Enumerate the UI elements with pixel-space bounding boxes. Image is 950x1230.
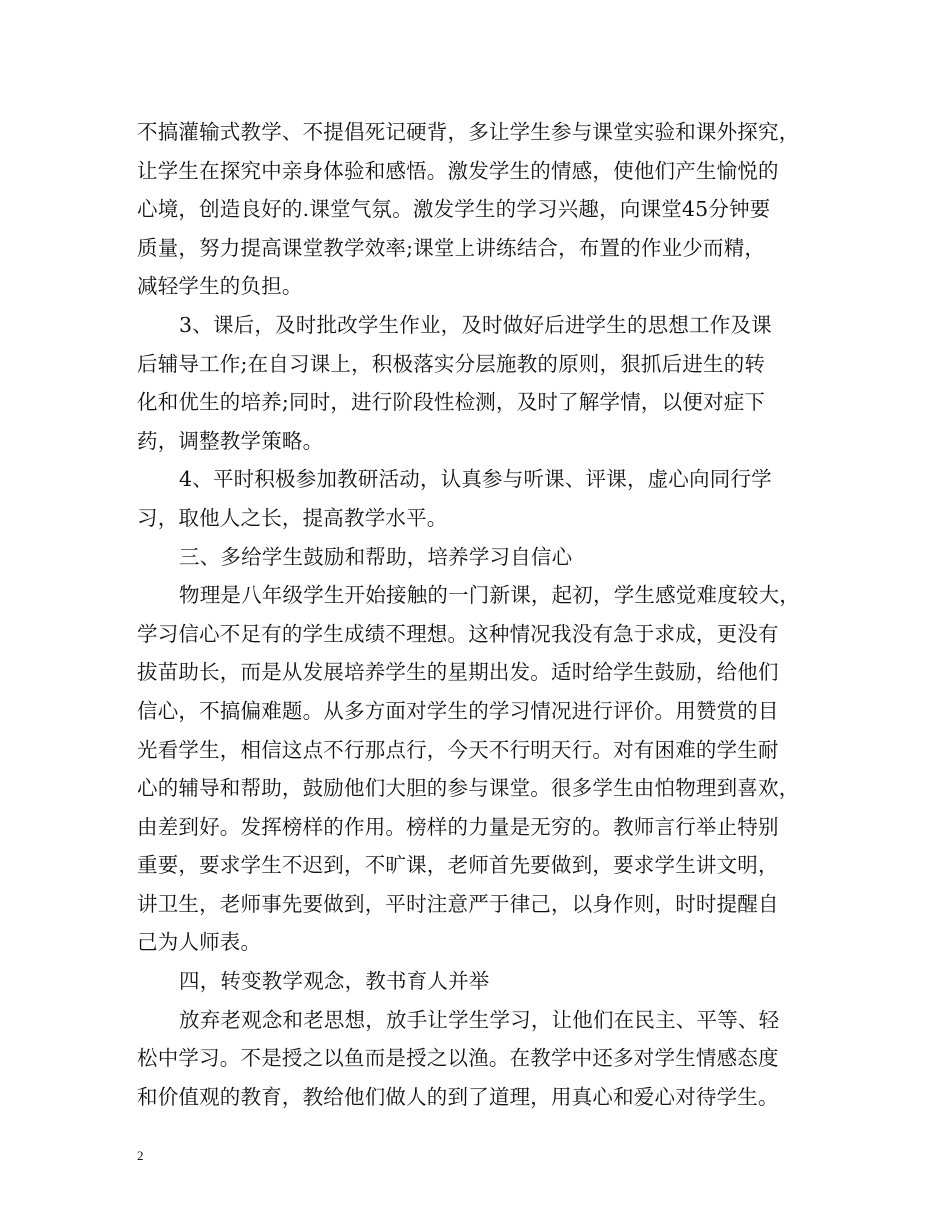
text-line: 松中学习。不是授之以鱼而是授之以渔。在教学中还多对学生情感态度 xyxy=(137,1046,779,1071)
text-line: 减轻学生的负担。 xyxy=(137,274,303,299)
text-line: 重要，要求学生不迟到，不旷课，老师首先要做到，要求学生讲文明， xyxy=(137,853,779,878)
text-line: 心的辅导和帮助，鼓励他们大胆的参与课堂。很多学生由怕物理到喜欢， xyxy=(137,776,800,801)
text-line: 由差到好。发挥榜样的作用。榜样的力量是无穷的。教师言行举止特别 xyxy=(137,814,779,839)
text-line: 讲卫生，老师事先要做到，平时注意严于律己，以身作则，时时提醒自 xyxy=(137,891,779,916)
text-line: 化和优生的培养;同时，进行阶段性检测，及时了解学情，以便对症下 xyxy=(137,390,766,415)
text-line: 后辅导工作;在自习课上，积极落实分层施教的原则，狠抓后进生的转 xyxy=(137,351,766,376)
text-line: 和价值观的教育，教给他们做人的到了道理，用真心和爱心对待学生。 xyxy=(137,1084,779,1109)
text-line: 不搞灌输式教学、不提倡死记硬背，多让学生参与课堂实验和课外探究， xyxy=(137,120,800,144)
page-number: 2 xyxy=(137,1148,144,1163)
text-line: 让学生在探究中亲身体验和感悟。激发学生的情感，使他们产生愉悦的 xyxy=(137,158,779,183)
text-line: 学习信心不足有的学生成绩不理想。这种情况我没有急于求成，更没有 xyxy=(137,621,779,646)
paragraph-start-line: 放弃老观念和老思想，放手让学生学习，让他们在民主、平等、轻 xyxy=(179,1007,780,1032)
section-heading: 四，转变教学观念，教书育人并举 xyxy=(179,969,490,994)
paragraph-start-line: 物理是八年级学生开始接触的一门新课，起初，学生感觉难度较大， xyxy=(179,583,800,608)
section-heading: 三、多给学生鼓励和帮助，培养学习自信心 xyxy=(179,544,573,569)
text-line: 拔苗助长，而是从发展培养学生的星期出发。适时给学生鼓励，给他们 xyxy=(137,660,779,685)
text-line: 习，取他人之长，提高教学水平。 xyxy=(137,505,448,530)
document-body xyxy=(137,113,827,1116)
text-line: 光看学生，相信这点不行那点行，今天不行明天行。对有困难的学生耐 xyxy=(137,737,779,762)
paragraph-start-line: 4、平时积极参加教研活动，认真参与听课、评课，虚心向同行学 xyxy=(179,467,772,492)
text-line: 药，调整教学策略。 xyxy=(137,428,324,453)
text-line: 质量，努力提高课堂教学效率;课堂上讲练结合，布置的作业少而精， xyxy=(137,235,766,260)
text-line: 心境，创造良好的.课堂气氛。激发学生的学习兴趣，向课堂45分钟要 xyxy=(137,197,771,222)
text-line: 信心，不搞偏难题。从多方面对学生的学习情况进行评价。用赞赏的目 xyxy=(137,698,779,723)
text-line: 己为人师表。 xyxy=(137,930,262,955)
paragraph-start-line: 3、课后，及时批改学生作业，及时做好后进学生的思想工作及课 xyxy=(179,312,772,337)
